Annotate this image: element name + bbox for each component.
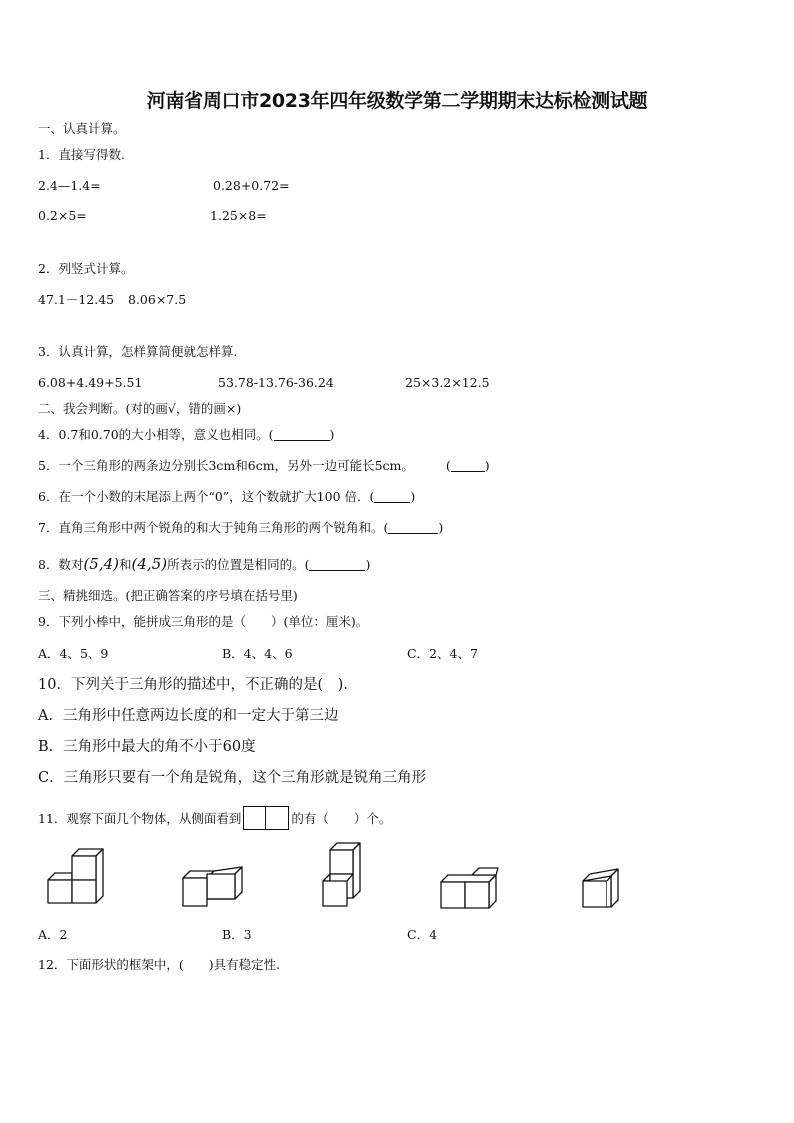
section-1-heading: 一、认真计算。 [38, 121, 126, 136]
q7-answer-blank[interactable] [388, 521, 438, 534]
q7 [38, 520, 443, 536]
q9-option-a[interactable]: A．4、5、9 [38, 646, 109, 661]
cube-figure-2-icon [179, 864, 247, 910]
q3-item-3: 25×3.2×12.5 [405, 375, 490, 390]
q8-point-2: (4,5) [131, 555, 168, 573]
q7-text: 7．直角三角形中两个锐角的和大于钝角三角形的两个锐角和。( [38, 520, 389, 535]
q4-answer-blank[interactable] [274, 428, 330, 441]
q3-item-1: 6.08+4.49+5.51 [38, 375, 143, 390]
q7-close: ) [438, 520, 444, 535]
page-title: 河南省周口市2023年四年级数学第二学期期末达标检测试题 [146, 90, 648, 112]
q8-mid: 和 [119, 557, 132, 572]
q11-option-b[interactable]: B．3 [222, 927, 252, 942]
q9-option-b[interactable]: B．4、4、6 [222, 646, 293, 661]
q5-close: ) [484, 458, 490, 473]
q4-text: 4．0.7和0.70的大小相等，意义也相同。( [38, 427, 274, 442]
q8-point-1: (5,4) [83, 555, 120, 573]
q9-label: 9．下列小棒中，能拼成三角形的是（ ）(单位：厘米)。 [38, 614, 369, 629]
q5 [38, 458, 490, 474]
q10-option-b[interactable]: B．三角形中最大的角不小于60度 [38, 739, 256, 755]
q9-option-c[interactable]: C．2、4、7 [407, 646, 478, 661]
cube-figure-5-icon [580, 866, 624, 912]
q1-label: 1．直接写得数. [38, 147, 125, 162]
q11-label [38, 806, 391, 830]
q5-open: ( [445, 458, 451, 473]
q1-item-2: 0.28+0.72= [213, 178, 290, 193]
q11-post: 的有（ ）个。 [291, 811, 392, 826]
q11-pre: 11．观察下面几个物体，从侧面看到 [38, 811, 242, 826]
side-view-two-squares-icon [243, 806, 289, 830]
q5-answer-blank[interactable] [451, 459, 485, 472]
q1-item-4: 1.25×8= [210, 208, 267, 223]
q10-label: 10．下列关于三角形的描述中，不正确的是( ). [38, 677, 348, 693]
section-3-heading: 三、精挑细选。(把正确答案的序号填在括号里) [38, 588, 298, 603]
q2-item-1: 47.1－12.45 [38, 292, 115, 307]
q11-option-c[interactable]: C．4 [407, 927, 438, 942]
cube-figure-1-icon [44, 846, 108, 910]
cube-figure-4-icon [438, 866, 502, 912]
q6-close: ) [410, 489, 416, 504]
q12-label: 12．下面形状的框架中，( )具有稳定性. [38, 957, 281, 972]
q4-close: ) [329, 427, 335, 442]
q8-answer-blank[interactable] [309, 558, 365, 571]
q8-post: 所表示的位置是相同的。( [167, 557, 310, 572]
q1-item-3: 0.2×5= [38, 208, 87, 223]
section-2-heading: 二、我会判断。(对的画√，错的画×) [38, 401, 242, 416]
q6-text: 6．在一个小数的末尾添上两个“0”，这个数就扩大100 倍．( [38, 489, 375, 504]
q8-pre: 8．数对 [38, 557, 84, 572]
q3-item-2: 53.78-13.76-36.24 [218, 375, 334, 390]
q8-close: ) [365, 557, 371, 572]
q5-text: 5．一个三角形的两条边分别长3cm和6cm，另外一边可能长5cm。 [38, 458, 414, 473]
q10-option-a[interactable]: A．三角形中任意两边长度的和一定大于第三边 [38, 708, 339, 724]
q2-item-2: 8.06×7.5 [128, 292, 187, 307]
q10-option-c[interactable]: C．三角形只要有一个角是锐角，这个三角形就是锐角三角形 [38, 770, 427, 786]
q6 [38, 489, 415, 505]
q3-label: 3．认真计算，怎样算简便就怎样算. [38, 344, 238, 359]
q8 [38, 556, 370, 573]
q11-option-a[interactable]: A．2 [38, 927, 68, 942]
q1-item-1: 2.4—1.4= [38, 178, 101, 193]
q2-label: 2．列竖式计算。 [38, 261, 134, 276]
cube-figure-3-icon [320, 840, 366, 912]
q4 [38, 427, 334, 443]
q6-answer-blank[interactable] [374, 490, 410, 503]
